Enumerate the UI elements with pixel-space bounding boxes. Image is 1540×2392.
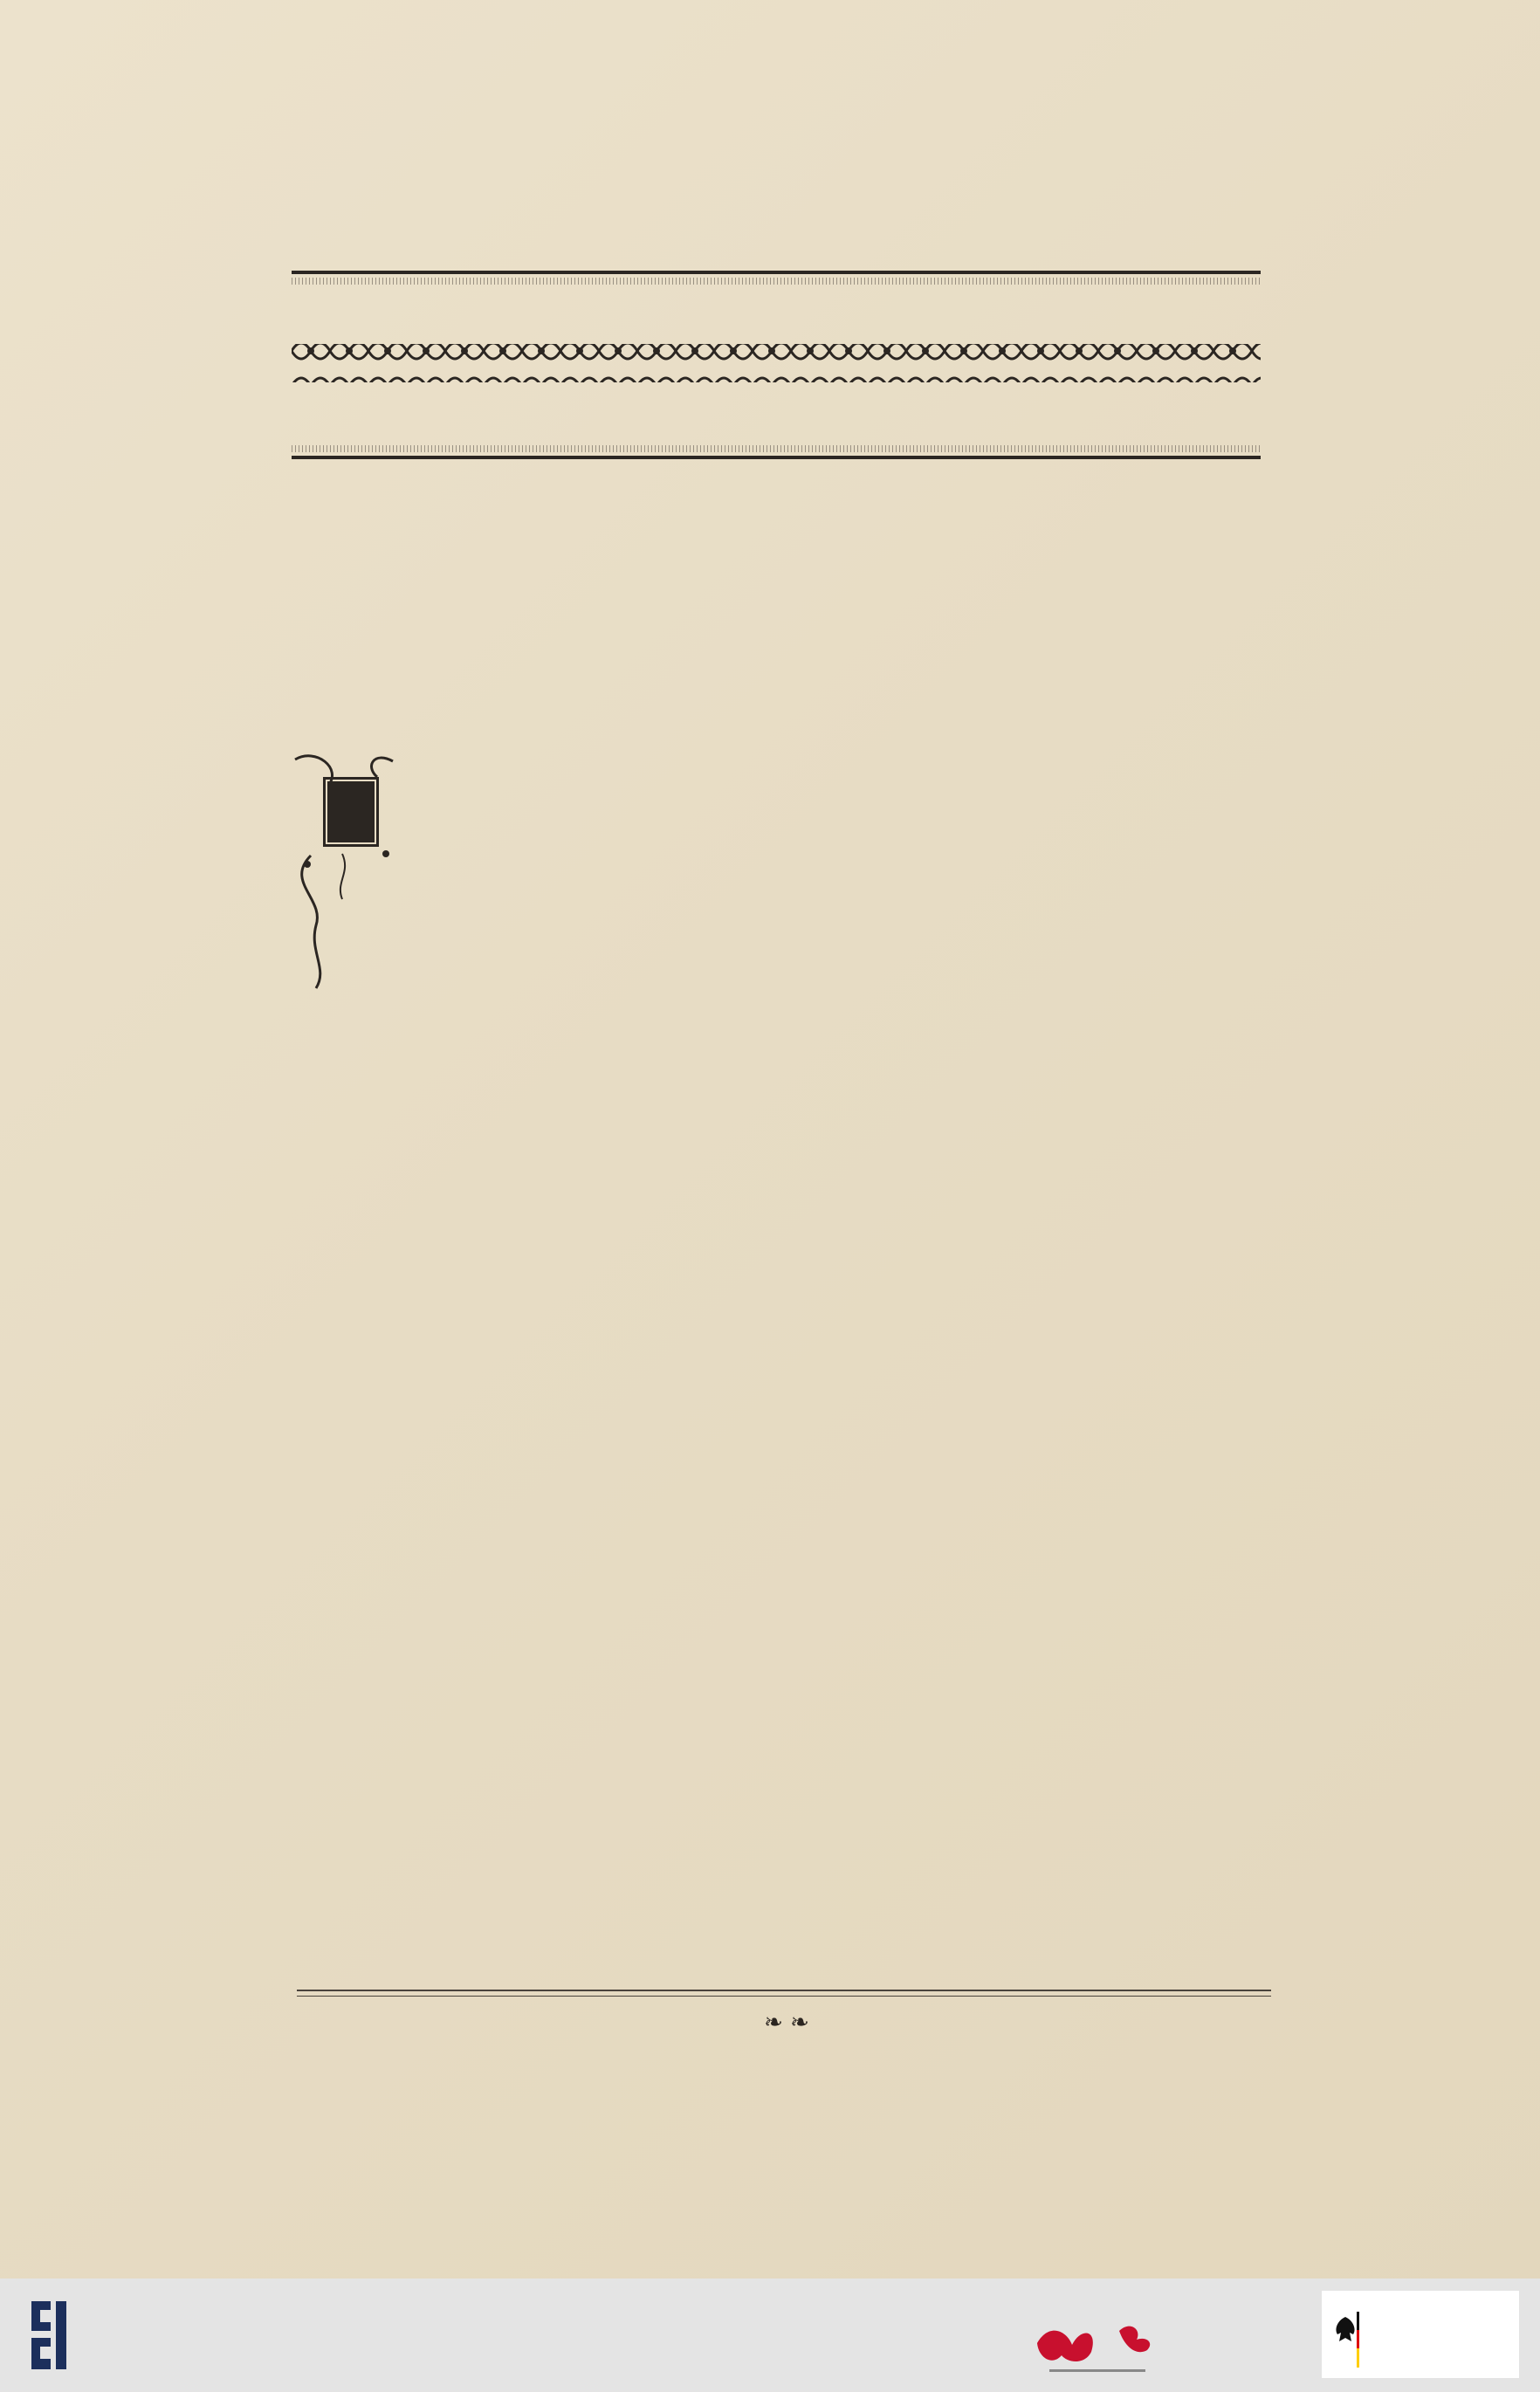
header-bottom-rule xyxy=(292,456,1261,459)
fleur-de-lis-ornament-band xyxy=(292,299,1261,430)
right-ornament-icon: ❧ xyxy=(790,2010,809,2036)
header-top-rule xyxy=(292,271,1261,274)
header-bottom-hatching xyxy=(292,445,1261,452)
footer-rule-bottom xyxy=(297,1996,1271,1997)
page-number xyxy=(730,2010,843,2036)
footer-rule-top xyxy=(297,1990,1271,1991)
deutsche-digitale-bibliothek-logo-icon[interactable] xyxy=(1032,2305,1163,2380)
header-top-hatching xyxy=(292,278,1261,285)
decorated-initial-n xyxy=(290,751,398,995)
federal-eagle-icon xyxy=(1330,2312,1360,2368)
left-ornament-icon: ❧ xyxy=(764,2010,783,2036)
neustart-kultur-logo[interactable] xyxy=(1203,2294,1278,2376)
library-footer-bar xyxy=(0,2279,1540,2392)
university-library-logo-icon[interactable] xyxy=(24,2296,73,2375)
